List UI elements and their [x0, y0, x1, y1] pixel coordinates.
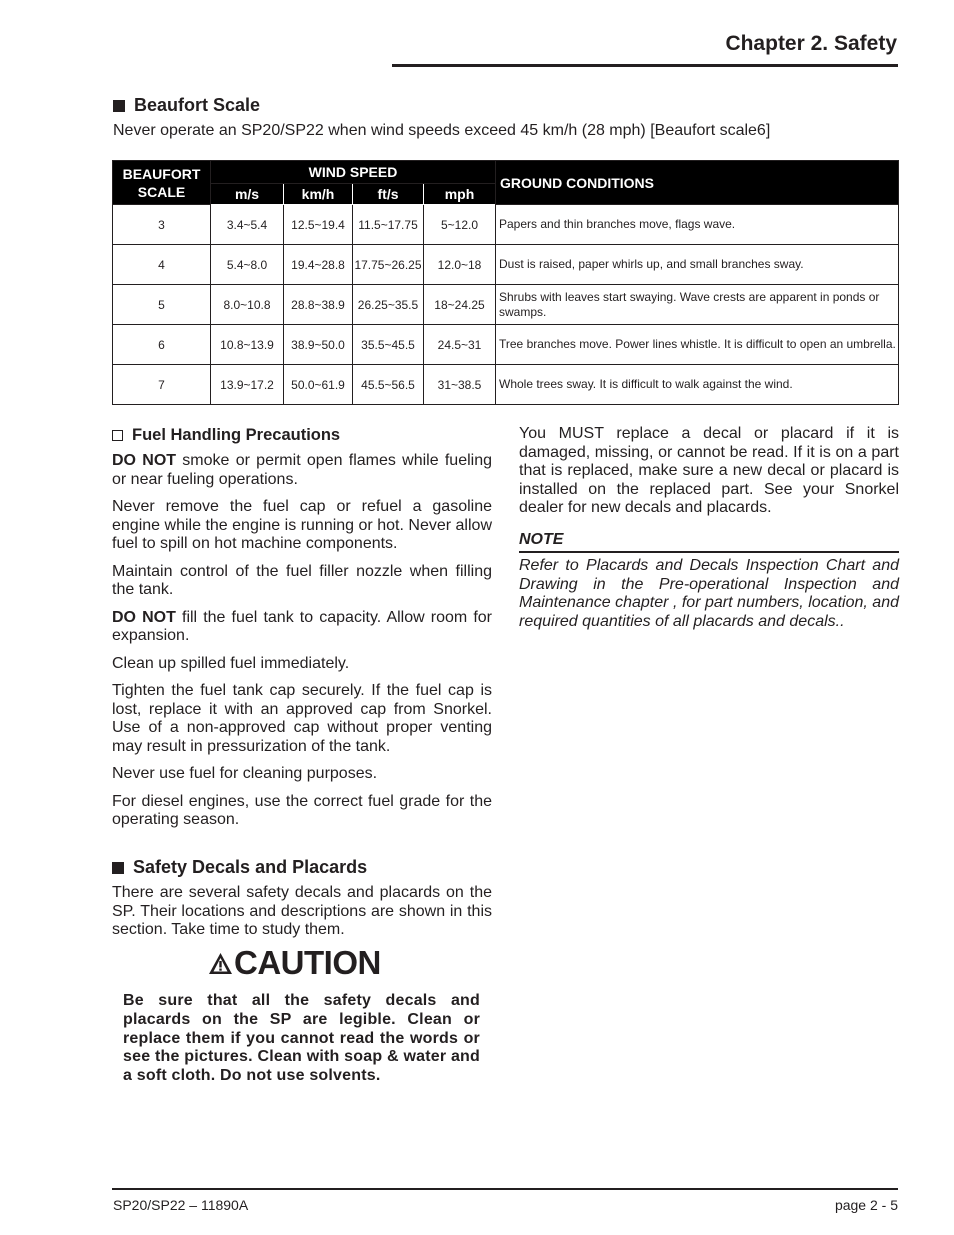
fuel-body	[112, 452, 492, 839]
cell-kmh: 19.4~28.8	[284, 245, 353, 285]
cell-kmh: 28.8~38.9	[284, 285, 353, 325]
cell-kmh: 50.0~61.9	[284, 365, 353, 405]
cell-scale: 5	[113, 285, 211, 325]
do-not-emphasis: DO NOT	[112, 452, 177, 469]
beaufort-intro: Never operate an SP20/SP22 when wind speeds exceed 45 km/h (28 mph) [Beaufort scale6]	[113, 122, 771, 139]
cell-fts: 35.5~45.5	[353, 325, 424, 365]
decal-replacement-paragraph: You MUST replace a decal or placard if it is damaged, missing, or cannot be read. If it is on a part that is replaced, make sure a new decal or placard is installed on the replaced part. See your Snorkel dealer for new decals and placards.	[519, 425, 899, 516]
table-row	[113, 205, 899, 245]
cell-mph: 24.5~31	[424, 325, 496, 365]
cell-mph: 31~38.5	[424, 365, 496, 405]
cell-mph: 5~12.0	[424, 205, 496, 245]
cell-scale: 4	[113, 245, 211, 285]
table-row	[113, 325, 899, 365]
header-mph: mph	[424, 184, 496, 205]
note-label: NOTE	[519, 531, 564, 548]
cell-ms: 10.8~13.9	[211, 325, 284, 365]
cell-kmh: 12.5~19.4	[284, 205, 353, 245]
note-text: Refer to Placards and Decals Inspection Chart and Drawing in the Pre-operational Inspection and Maintenance chapter , for part numbers, location, and required quantities of all placards and decals..	[519, 557, 899, 630]
cell-ms: 8.0~10.8	[211, 285, 284, 325]
checkbox-bullet-icon	[112, 430, 123, 441]
footer-page-number: page 2 - 5	[834, 1197, 898, 1213]
warning-triangle-icon	[208, 952, 233, 975]
beaufort-heading	[113, 95, 260, 116]
cell-scale: 6	[113, 325, 211, 365]
beaufort-table	[112, 160, 899, 405]
header-beaufort-scale: BEAUFORT SCALE	[113, 161, 211, 205]
fuel-paragraph: Tighten the fuel tank cap securely. If the fuel cap is lost, replace it with an approved cap from Snorkel. Use of a non-approved cap without proper venting may result in pressurization of the tank.	[112, 682, 492, 755]
header-ground-conditions: GROUND CONDITIONS	[496, 161, 899, 205]
fuel-text: smoke or permit open flames while fueling or near fueling operations.	[112, 452, 493, 488]
cell-ms: 5.4~8.0	[211, 245, 284, 285]
cell-ms: 3.4~5.4	[211, 205, 284, 245]
header-kmh: km/h	[284, 184, 353, 205]
do-not-emphasis: DO NOT	[112, 608, 176, 626]
footer-document-id: SP20/SP22 – 11890A	[113, 1197, 249, 1213]
safety-decals-body: There are several safety decals and placards on the SP. Their locations and descriptions are shown in this section. Take time to study them.	[112, 884, 492, 938]
caution-text: Be sure that all the safety decals and placards on the SP are legible. Clean or replace them if you cannot read the words or see the pictures. Clean with soap & water and a soft cloth. Do not use solvents.	[123, 992, 480, 1085]
header-ms: m/s	[211, 184, 284, 205]
cell-mph: 12.0~18	[424, 245, 496, 285]
cell-fts: 17.75~26.25	[353, 245, 424, 285]
fuel-paragraph	[112, 452, 492, 489]
cell-ms: 13.9~17.2	[211, 365, 284, 405]
caution-word: CAUTION	[234, 944, 381, 981]
caution-banner	[208, 944, 381, 982]
cell-fts: 45.5~56.5	[353, 365, 424, 405]
fuel-paragraph	[112, 609, 492, 646]
table-row	[113, 245, 899, 285]
cell-ground: Papers and thin branches move, flags wave.	[496, 205, 899, 245]
beaufort-heading-text: Beaufort Scale	[134, 95, 261, 115]
cell-fts: 26.25~35.5	[353, 285, 424, 325]
note-rule	[519, 551, 899, 553]
safety-decals-heading-text: Safety Decals and Placards	[133, 857, 368, 877]
cell-ground: Tree branches move. Power lines whistle. It is difficult to open an umbrella.	[496, 325, 899, 365]
cell-scale: 7	[113, 365, 211, 405]
cell-kmh: 38.9~50.0	[284, 325, 353, 365]
cell-ground: Dust is raised, paper whirls up, and small branches sway.	[496, 245, 899, 285]
safety-decals-heading	[112, 857, 492, 878]
fuel-paragraph: Clean up spilled fuel immediately.	[112, 654, 350, 672]
cell-ground: Shrubs with leaves start swaying. Wave crests are apparent in ponds or swamps.	[496, 285, 899, 325]
header-rule	[392, 64, 898, 67]
table-row	[113, 285, 899, 325]
fuel-paragraph: For diesel engines, use the correct fuel grade for the operating season.	[112, 792, 492, 828]
cell-ground: Whole trees sway. It is difficult to walk against the wind.	[496, 365, 899, 405]
fuel-paragraph: Maintain control of the fuel filler nozzle when filling the tank.	[112, 562, 492, 598]
square-bullet-icon	[112, 862, 124, 874]
table-row	[113, 365, 899, 405]
fuel-paragraph: Never use fuel for cleaning purposes.	[112, 765, 378, 782]
footer-rule	[112, 1188, 898, 1190]
header-wind-speed: WIND SPEED	[211, 161, 496, 184]
fuel-text: fill the fuel tank to capacity. Allow room for expansion.	[112, 608, 493, 644]
chapter-title: Chapter 2. Safety	[725, 32, 897, 55]
cell-fts: 11.5~17.75	[353, 205, 424, 245]
cell-mph: 18~24.25	[424, 285, 496, 325]
fuel-paragraph: Never remove the fuel cap or refuel a gasoline engine while the engine is running or hot. Never allow fuel to spill on hot machine components.	[112, 498, 492, 552]
square-bullet-icon	[113, 100, 125, 112]
cell-scale: 3	[113, 205, 211, 245]
header-fts: ft/s	[353, 184, 424, 205]
fuel-heading-text: Fuel Handling Precautions	[132, 426, 341, 444]
fuel-heading	[112, 426, 492, 445]
